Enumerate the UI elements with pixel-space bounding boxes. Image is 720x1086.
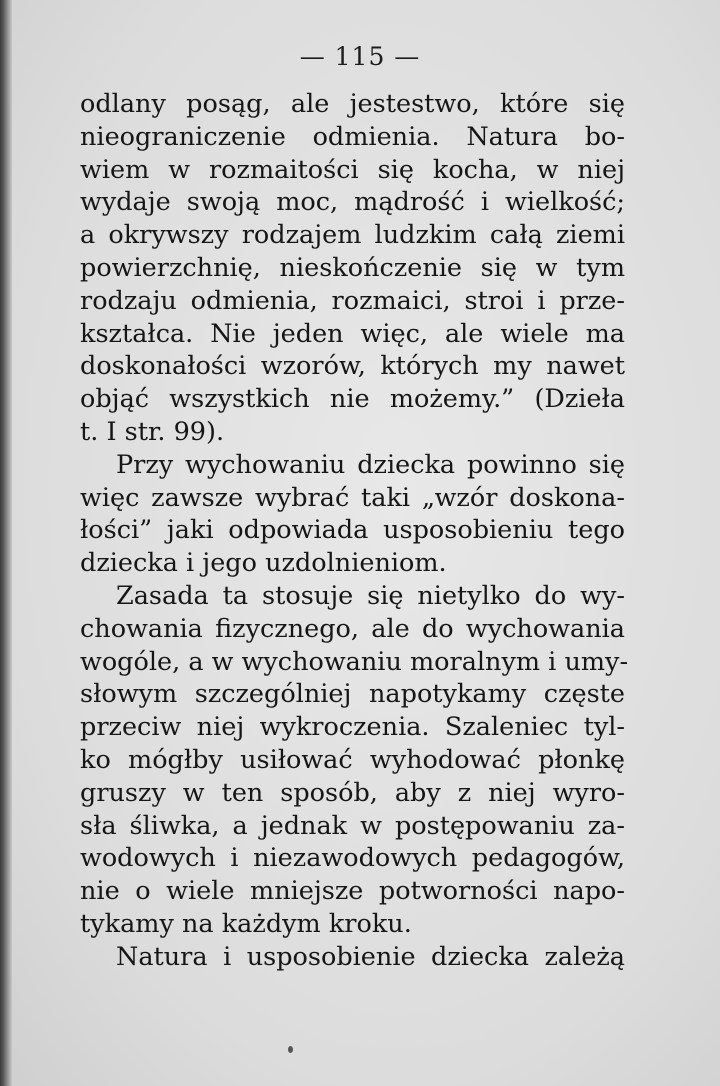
text-line: dziecka i jego uzdolnieniom. (80, 548, 447, 579)
text-line: Zasada ta stosuje się nietylko do wy- (116, 580, 625, 611)
text-line: wodowych i niezawodowych pedagogów, (80, 843, 625, 874)
text-line: objąć wszystkich nie możemy.” (Dzieła (80, 384, 625, 415)
text-line: doskonałości wzorów, których my nawet (80, 351, 625, 382)
body-text (80, 88, 629, 974)
text-line: słowym szczególniej napotykamy częste (80, 679, 625, 710)
text-line: wiem w rozmaitości się kocha, w niej (80, 154, 625, 185)
text-line: kształca. Nie jeden więc, ale wiele ma (80, 318, 625, 349)
text-line: Przy wychowaniu dziecka powinno się (116, 449, 625, 480)
text-line: tykamy na każdym kroku. (80, 908, 412, 939)
text-line: chowania fizycznego, ale do wychowania (80, 613, 625, 644)
text-line: więc zawsze wybrać taki „wzór doskona- (80, 482, 625, 513)
text-line: nie o wiele mniejsze potworności napo- (80, 876, 625, 907)
binding-edge (0, 0, 12, 1086)
text-line: wydaje swoją moc, mądrość i wielkość; (80, 187, 625, 218)
text-line: ko mógłby usiłować wyhodować płonkę (80, 744, 625, 775)
text-line: przeciw niej wykroczenia. Szaleniec tyl- (80, 712, 625, 743)
text-line: rodzaju odmienia, rozmaici, stroi i prze- (80, 285, 625, 316)
text-line: gruszy w ten sposób, aby z niej wyro- (80, 777, 625, 808)
text-line: odlany posąg, ale jestestwo, które się (80, 89, 625, 119)
text-line: powierzchnię, nieskończenie się w tym (80, 252, 625, 283)
text-line: nieograniczenie odmienia. Natura bo- (80, 121, 625, 152)
text-line: wogóle, a w wychowaniu moralnym i umy- (80, 646, 629, 677)
text-line: Natura i usposobienie dziecka zależą (116, 941, 625, 972)
page-number: — 115 — (299, 42, 421, 71)
text-line: łości” jaki odpowiada usposobieniu tego (80, 515, 625, 546)
text-line: t. I str. 99). (80, 416, 225, 447)
ink-speck (288, 1046, 293, 1053)
text-line: a okrywszy rodzajem ludzkim całą ziemi (80, 220, 625, 251)
text-line: sła śliwka, a jednak w postępowaniu za- (80, 810, 625, 841)
